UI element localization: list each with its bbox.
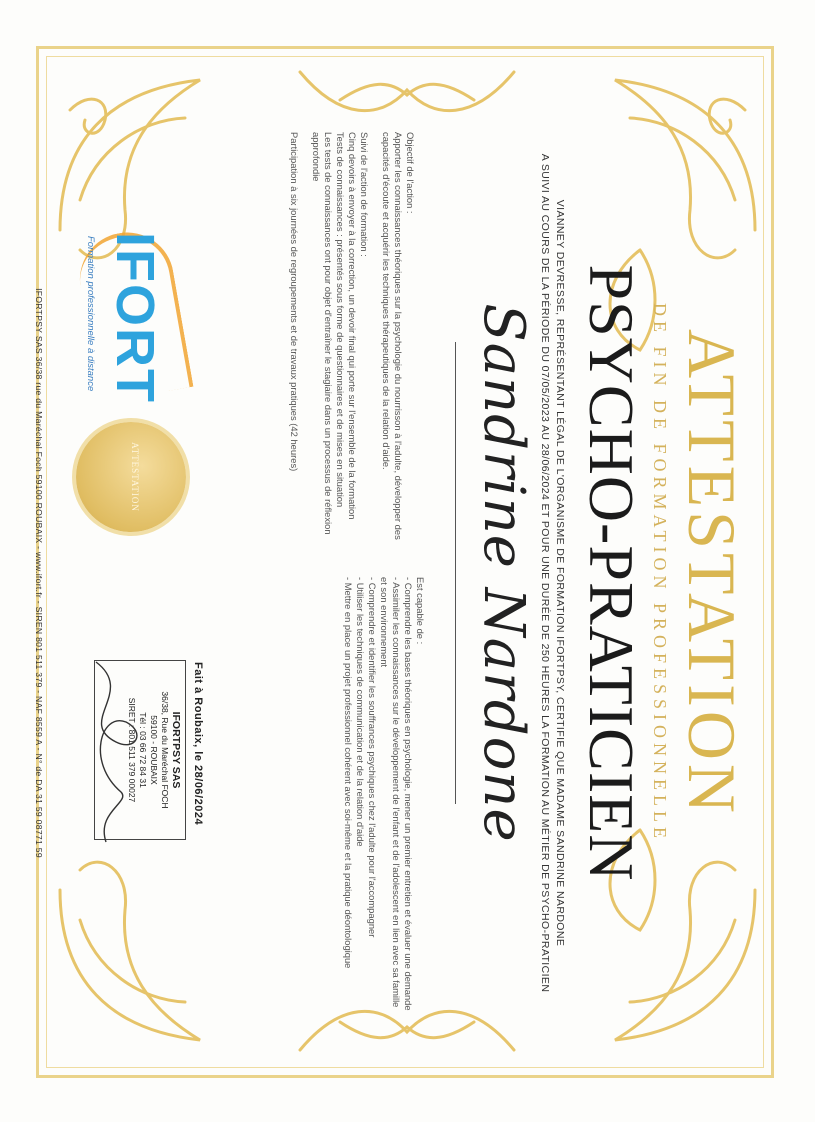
followup-line: Les tests de connaissances ont pour objet d'entraîner le stagiaire dans un processus de réflexion <box>323 132 334 535</box>
certification-line-2: A SUIVI AU COURS DE LA PÉRIODE DU 07/05/2023 AU 28/06/2024 ET POUR UNE DURÉE DE 250 HEURES LA FORMATION AU MÉTIER DE PSYCHO-PRATICIEN <box>539 153 551 993</box>
gold-seal <box>76 422 186 532</box>
skill-line: - Comprendre les bases théoriques en psychologie, mener un premier entretien et évaluer une demande <box>403 577 414 1011</box>
followup-line: approfondie <box>311 132 322 182</box>
stamp-line: IFORTPSY SAS <box>170 711 182 789</box>
objective-heading: Objectif de l'action : <box>405 132 416 214</box>
stamp-line: Tél : 03 66 72 84 31 <box>138 712 148 788</box>
followup-line: Tests de connaissances : présentés sous forme de questionnaires et de mises en situation <box>335 132 346 508</box>
certification-line-1: VIANNEY DEVRESSE, REPRÉSENTANT LÉGAL DE L'ORGANISME DE FORMATION IFORTPSY, CERTIFIE QUE MADAME SANDRINE NARDONE <box>554 199 566 947</box>
handwritten-signature <box>66 652 156 852</box>
certificate-content <box>34 62 756 1084</box>
name-underline <box>455 342 456 804</box>
left-column <box>278 132 426 562</box>
stamp-line: 59100 - ROUBAIX <box>149 715 159 785</box>
seal-text: ATTESTATION <box>130 442 140 512</box>
skill-line: - Utiliser les techniques de communication et de la relation d'aide <box>355 577 366 847</box>
skill-line: - Mettre en place un projet professionnel cohérent avec soi-même et la pratique déontologique <box>343 577 354 969</box>
stamp-line: 36/38, Rue du Maréchal FOCH <box>160 691 170 809</box>
followup-heading: Suivi de l'action de formation : <box>359 132 370 257</box>
logo-tagline: Formation professionnelle à distance <box>85 236 96 392</box>
attestation-title: ATTESTATION <box>674 328 750 818</box>
skill-line: - Assimiler les connaissances sur le développement de l'enfant et de l'adolescent en lien avec sa famille <box>391 577 402 1008</box>
objective-line: Apporter les connaissances théoriques sur la psychologie du nourrisson à l'adulte, développer des <box>393 132 404 540</box>
program-title: PSYCHO-PRATICIEN <box>576 264 647 882</box>
right-column <box>342 577 426 1047</box>
objective-line: capacités d'écoute et acquérir les techniques thérapeutiques de la relation d'aide. <box>381 132 392 470</box>
skill-line: et son environnement <box>379 577 390 668</box>
skills-heading: Est capable de : <box>415 577 426 645</box>
ifort-logo <box>76 232 186 412</box>
participation-text: Participation à six journées de regroupements et de travaux pratiques (42 heures) <box>289 132 300 472</box>
stamp-line: SIRET : 801 511 379 00027 <box>127 697 137 803</box>
followup-line: Cinq devoirs à envoyer à la correction, un devoir final qui porte sur l'ensemble de la formation <box>347 132 358 520</box>
recipient-name: Sandrine Nardone <box>471 303 536 843</box>
footer-legal: IFORTPSY SAS 36/38 rue du Maréchal Foch 59100 ROUBAIX - www.ifort.fr - SIREN 801 511 379 - NAF 8559 A - N° de DA 31 59 08771 59 <box>34 288 44 858</box>
skill-line: - Comprendre et identifier les souffrances psychiques chez l'adulte pour l'accompagner <box>367 577 378 938</box>
place-date: Fait à Roubaix, le 28/06/2024 <box>192 662 204 826</box>
logo-wordmark: IFORT <box>105 232 165 404</box>
attestation-subtitle: DE FIN DE FORMATION PROFESSIONNELLE <box>650 302 670 844</box>
